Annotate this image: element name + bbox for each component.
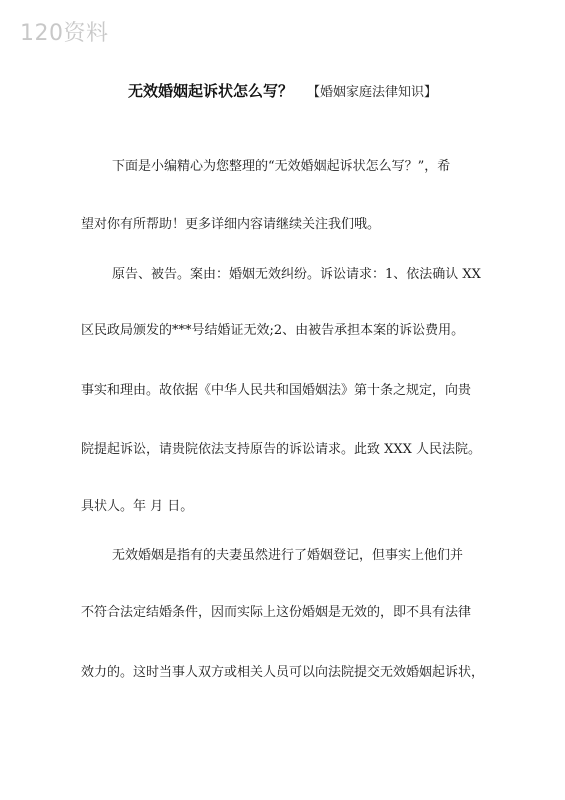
title-main: 无效婚姻起诉状怎么写？ [127, 82, 293, 100]
paragraph-line: 原告、被告。案由：婚姻无效纠纷。诉讼请求：1、依法确认 XX [112, 267, 481, 282]
paragraph-line: 事实和理由。故依据《中华人民共和国婚姻法》第十条之规定，向贵 [81, 383, 472, 398]
paragraph-line: 效力的。这时当事人双方或相关人员可以向法院提交无效婚姻起诉状， [81, 665, 485, 680]
document-title [0, 80, 565, 101]
paragraph-line: 不符合法定结婚条件，因而实际上这份婚姻是无效的，即不具有法律 [81, 605, 472, 620]
paragraph-line: 下面是小编精心为您整理的“无效婚姻起诉状怎么写？”，希 [112, 159, 451, 174]
paragraph-line: 具状人。年 月 日。 [81, 499, 194, 514]
paragraph-line: 望对你有所帮助！更多详细内容请继续关注我们哦。 [81, 217, 381, 232]
watermark-logo: 120资料 [20, 21, 109, 46]
title-category-tag: 【婚姻家庭法律知识】 [307, 85, 438, 100]
paragraph-line: 院提起诉讼，请贵院依法支持原告的诉讼请求。此致 XXX 人民法院。 [81, 442, 482, 457]
paragraph-line: 无效婚姻是指有的夫妻虽然进行了婚姻登记，但事实上他们并 [112, 548, 464, 563]
paragraph-line: 区民政局颁发的***号结婚证无效;2、由被告承担本案的诉讼费用。 [81, 323, 465, 338]
